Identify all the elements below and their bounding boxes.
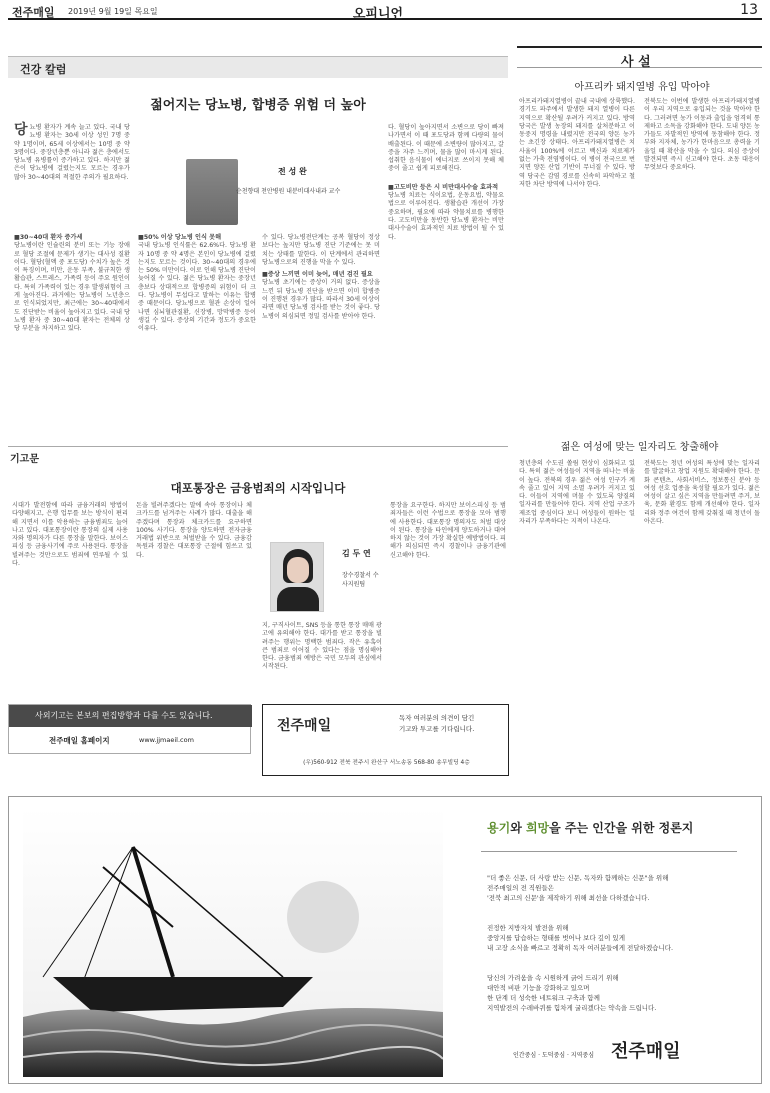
masthead-date: 2019년 9월 19일 목요일 bbox=[68, 7, 158, 16]
masthead-publication: 전주매일 bbox=[12, 6, 55, 19]
health-column-tag: 건강 칼럼 bbox=[8, 56, 508, 78]
contribution-tag: 기고문 bbox=[8, 446, 508, 464]
contribution-title: 대포통장은 금융범죄의 시작입니다 bbox=[170, 481, 346, 495]
pledge-headline: 용기와 희망을 주는 인간을 위한 정론지 bbox=[487, 821, 694, 835]
ad-logo: 전주매일 bbox=[277, 718, 332, 734]
health-col-2: ■50% 이상 당뇨병 인식 못해 국내 당뇨병 인식률은 62.6%다. 당뇨병 환자 10명 중 약 4명은 본인이 당뇨병에 걸렸는지도 모르는 것이다. 30~40대의 경우에는 50% 미만이다. 이로 인해 당뇨병 진단이 늦어질 수 있다. 젊은 당뇨병 환자는 중장년층보다 상대적으로 합병증의 위험이 더 크다. 당뇨병이 무섭다고 말하는 이유는 합병증 때문이다. 당뇨병으로 혈관 손상이 일어나면 심뇌혈관질환, 신장병, 망막병증 등이 생길 수 있다. 증상의 기간과 정도가 중요한 이유다. bbox=[138, 234, 256, 333]
sailboat-illustration bbox=[23, 807, 443, 1077]
disclaimer-bar: 사외기고는 본보의 편집방향과 다를 수도 있습니다. bbox=[9, 705, 252, 727]
page-number: 13 bbox=[740, 2, 758, 18]
editorial-col-4: 전북도는 청년 여성의 특성에 맞는 일자리를 발굴하고 창업 지원도 확대해야 한다. 문화 콘텐츠, 사회서비스, 정보통신 분야 등 여성 선호 업종을 육성할 필요가 있다. 젊은 여성이 살고 싶은 지역을 만들려면 주거, 보육, 문화 환경도 함께 개선해야 한다. 일자리와 정주 여건이 함께 갖춰질 때 청년이 돌아온다. bbox=[644, 460, 760, 526]
contributor-affiliation: 장수경찰서 수사지원팀 bbox=[342, 572, 379, 588]
editorial-col-2: 전북도는 이번에 발생한 아프리카돼지열병이 우리 지역으로 유입되는 것을 막아야 한다. 그러려면 농가 이동과 출입을 엄격히 통제하고 소독을 강화해야 한다. 도내 양돈 농가들도 자발적인 방역에 동참해야 한다. 정부와 지자체, 농가가 한마음으로 총력을 기울일 때 확산을 막을 수 있다. 의심 증상이 발견되면 즉시 신고해야 한다. 초동 대응이 무엇보다 중요하다. bbox=[644, 98, 760, 172]
editorial-title-1: 아프리카 돼지열병 유입 막아야 bbox=[574, 82, 710, 93]
pledge-paragraph-1: "더 좋은 신문, 더 사랑 받는 신문, 독자와 함께하는 신문"을 위해 전주매일의 전 직원들은 '전북 최고의 신문'을 제작하기 위해 최선을 다하겠습니다. bbox=[487, 874, 669, 902]
author-photo bbox=[186, 159, 238, 225]
contributor-photo bbox=[270, 542, 324, 612]
health-col-1b: ■30~40대 환자 증가세 당뇨병이란 인슐린의 분비 또는 기능 장애로 혈당 조절에 문제가 생기는 대사성 질환이다. 혈당(혈액 중 포도당) 수치가 높은 것이 특징이며, 비만, 운동 부족, 불규칙한 생활습관, 스트레스, 가족력 등이 주요 원인이다. 특히 가족력이 있는 경우 발생위험이 크게 높아진다. 과거에는 당뇨병이 노년층으로 인식되었지만, 최근에는 30~40대에서도 진단받는 비율이 높아지고 있다. 국내 당뇨병 환자 중 30~40대 환자는 전체의 상당 부분을 차지하고 있다. bbox=[14, 234, 130, 333]
pledge-banner bbox=[8, 796, 762, 1084]
masthead bbox=[8, 2, 762, 20]
contribution-col-2: 돈을 빌려주겠다는 말에 속아 통장이나 체크카드를 넘겨주는 사례가 많다. 대출을 해 주겠다며 통장과 체크카드를 요구하면 100% 사기다. 통장을 양도하면 전자금융거래법 위반으로 처벌받을 수 있다. 금융감독원과 경찰은 대포통장 근절에 힘쓰고 있다. bbox=[136, 502, 252, 559]
contributor-name: 김 두 연 bbox=[342, 549, 371, 558]
health-col-1: 당뇨병 환자가 계속 늘고 있다. 국내 당뇨병 환자는 30세 이상 성인 7명 중 약 1명이며, 65세 이상에서는 10명 중 약 3명이다. 중장년층뿐 아니라 젊은 층에서도 당뇨병 유병률이 증가하고 있다. 하지만 젊은이 당뇨병에 걸렸는지도 모르는 경우가 많아 30~40대의 적절한 주의가 필요하다. bbox=[14, 122, 130, 181]
author-affiliation: 순천향대 천안병원 내분비대사내과 교수 bbox=[236, 188, 341, 195]
health-col-3: 수 있다. 당뇨병전단계는 공복 혈당이 정상보다는 높지만 당뇨병 진단 기준에는 못 미치는 상태를 말한다. 이 단계에서 관리하면 당뇨병으로의 진행을 막을 수 있다. ■증상 느끼면 이미 늦어, 매년 검진 필요 당뇨병 초기에는 증상이 거의 없다. 증상을 느낀 뒤 당뇨병 진단을 받으면 이미 합병증이 진행된 경우가 많다. 따라서 30세 이상이라면 매년 당뇨병 검사를 받는 것이 좋다. 당뇨병이 의심되면 정밀 검사를 받아야 한다. bbox=[262, 234, 380, 320]
ad-message-1: 독자 여러분의 의견이 담긴 bbox=[399, 714, 475, 722]
masthead-section: 오피니언 bbox=[352, 7, 404, 22]
editorial-title-2: 젊은 여성에 맞는 일자리도 창출해야 bbox=[560, 442, 719, 453]
editorial-col-3: 청년층의 수도권 쏠림 현상이 심화되고 있다. 특히 젊은 여성들이 지역을 떠나는 비율이 높다. 전북의 경우 젊은 여성 인구가 계속 줄고 있어 지역 소멸 우려가 커지고 있다. 이들이 지역에 머물 수 있도록 양질의 일자리를 만들어야 한다. 지역 산업 구조가 제조업 중심이다 보니 여성들이 원하는 일자리가 부족하다는 지적이 나온다. bbox=[519, 460, 635, 526]
pledge-logo: 전주매일 bbox=[611, 1041, 681, 1062]
editorial-col-1: 아프리카돼지열병이 끝내 국내에 상륙했다. 경기도 파주에서 발생한 돼지 열병이 다른 지역으로 확산될 우려가 커지고 있다. 방역 당국은 발생 농장의 돼지를 살처분하고 이동중지 명령을 내렸지만 전국의 양돈 농가는 초긴장 상태다. 아프리카돼지열병은 치사율이 100%에 이르고 백신과 치료제가 없는 가축 전염병이다. 이 병이 전국으로 번지면 양돈 산업 기반이 무너질 수 있다. 방역 당국은 감염 경로를 신속히 파악하고 철저한 차단 방역에 나서야 한다. bbox=[519, 98, 635, 188]
disclaimer-box bbox=[8, 704, 251, 754]
pledge-divider bbox=[481, 851, 737, 852]
homepage-url[interactable]: www.jjmaeil.com bbox=[139, 736, 194, 744]
health-column-title: 젊어지는 당뇨병, 합병증 위험 더 높아 bbox=[150, 98, 366, 113]
editorial bbox=[517, 46, 762, 526]
pledge-paragraph-2: 진정한 지방자치 발전을 위해 중앙지를 답습하는 형태를 벗어나 보다 깊이 있게 내 고장 소식을 빠르고 정확히 독자 여러분들에게 전달하겠습니다. bbox=[487, 924, 674, 952]
ad-message-2: 기고와 투고를 기다립니다. bbox=[399, 725, 475, 733]
homepage-label: 전주매일 홈페이지 bbox=[49, 736, 110, 745]
author-name: 전 성 완 bbox=[278, 167, 307, 176]
contribution-col-4: 통장을 요구한다. 하지만 보이스피싱 등 범죄자들은 이런 수법으로 통장을 모아 범행에 사용한다. 대포통장 명의자도 처벌 대상이 된다. 통장을 타인에게 양도하거나 대여하지 않는 것이 가장 확실한 예방법이다. 피해가 의심되면 즉시 경찰이나 금융기관에 신고해야 한다. bbox=[390, 502, 506, 559]
contribution-col-3: 지, 구직사이트, SNS 등을 통한 통장 매매 광고에 유의해야 한다. 대가를 받고 통장을 빌려주는 행위는 명백한 범죄다. 작은 유혹이 큰 범죄로 이어질 수 있다는 점을 명심해야 한다. 금융범죄 예방은 국민 모두의 관심에서 시작된다. bbox=[262, 622, 382, 671]
editorial-header: 사 설 bbox=[517, 46, 762, 68]
ad-address: (우)560-912 전북 전주시 완산구 서노송동 568-80 송무빌딩 4층 bbox=[303, 760, 470, 766]
contribution-column bbox=[8, 446, 508, 686]
dropcap: 당 bbox=[14, 122, 28, 138]
pledge-paragraph-3: 당신의 가려움을 속 시원하게 긁어 드리기 위해 대안적 비판 기능을 강화하고 있으며 한 단계 더 성숙한 네트워크 구축과 함께 지역발전의 수레바퀴를 힘차게 굴리겠다는 약속을 드립니다. bbox=[487, 974, 657, 1012]
health-col-4: 다. 혈당이 높아지면서 소변으로 당이 빠져나가면서 이 때 포도당과 함께 다량의 물이 배출된다. 이 때문에 소변량이 많아지고, 갈증을 자주 느끼며, 물을 많이 마시게 된다. 섭취한 음식물이 에너지로 쓰이지 못해 체중이 줄고 쉽게 피로해진다. ■고도비만 등은 시 비만대사수술 효과적 당뇨병 치료는 식이요법, 운동요법, 약물요법으로 이루어진다. 생활습관 개선이 가장 중요하며, 필요에 따라 약물치료를 병행한다. 고도비만을 동반한 당뇨병 환자는 비만대사수술이 효과적인 치료 방법이 될 수 있다. bbox=[388, 124, 504, 241]
submission-ad bbox=[262, 704, 509, 776]
contribution-col-1: 시대가 발전함에 따라 금융거래의 방법이 다양해지고, 은행 업무를 보는 방식이 편리해 지면서 이를 악용하는 금융범죄도 늘어나고 있다. 대포통장이란 통장의 실제 사용자와 명의자가 다른 통장을 말한다. 보이스피싱 등 금융사기에 주로 사용된다. 통장을 빌려주는 것만으로도 범죄에 연루될 수 있다. bbox=[12, 502, 128, 568]
pledge-slogan: 인간중심 · 도덕중심 · 지역중심 bbox=[513, 1052, 594, 1059]
health-column bbox=[8, 56, 508, 433]
